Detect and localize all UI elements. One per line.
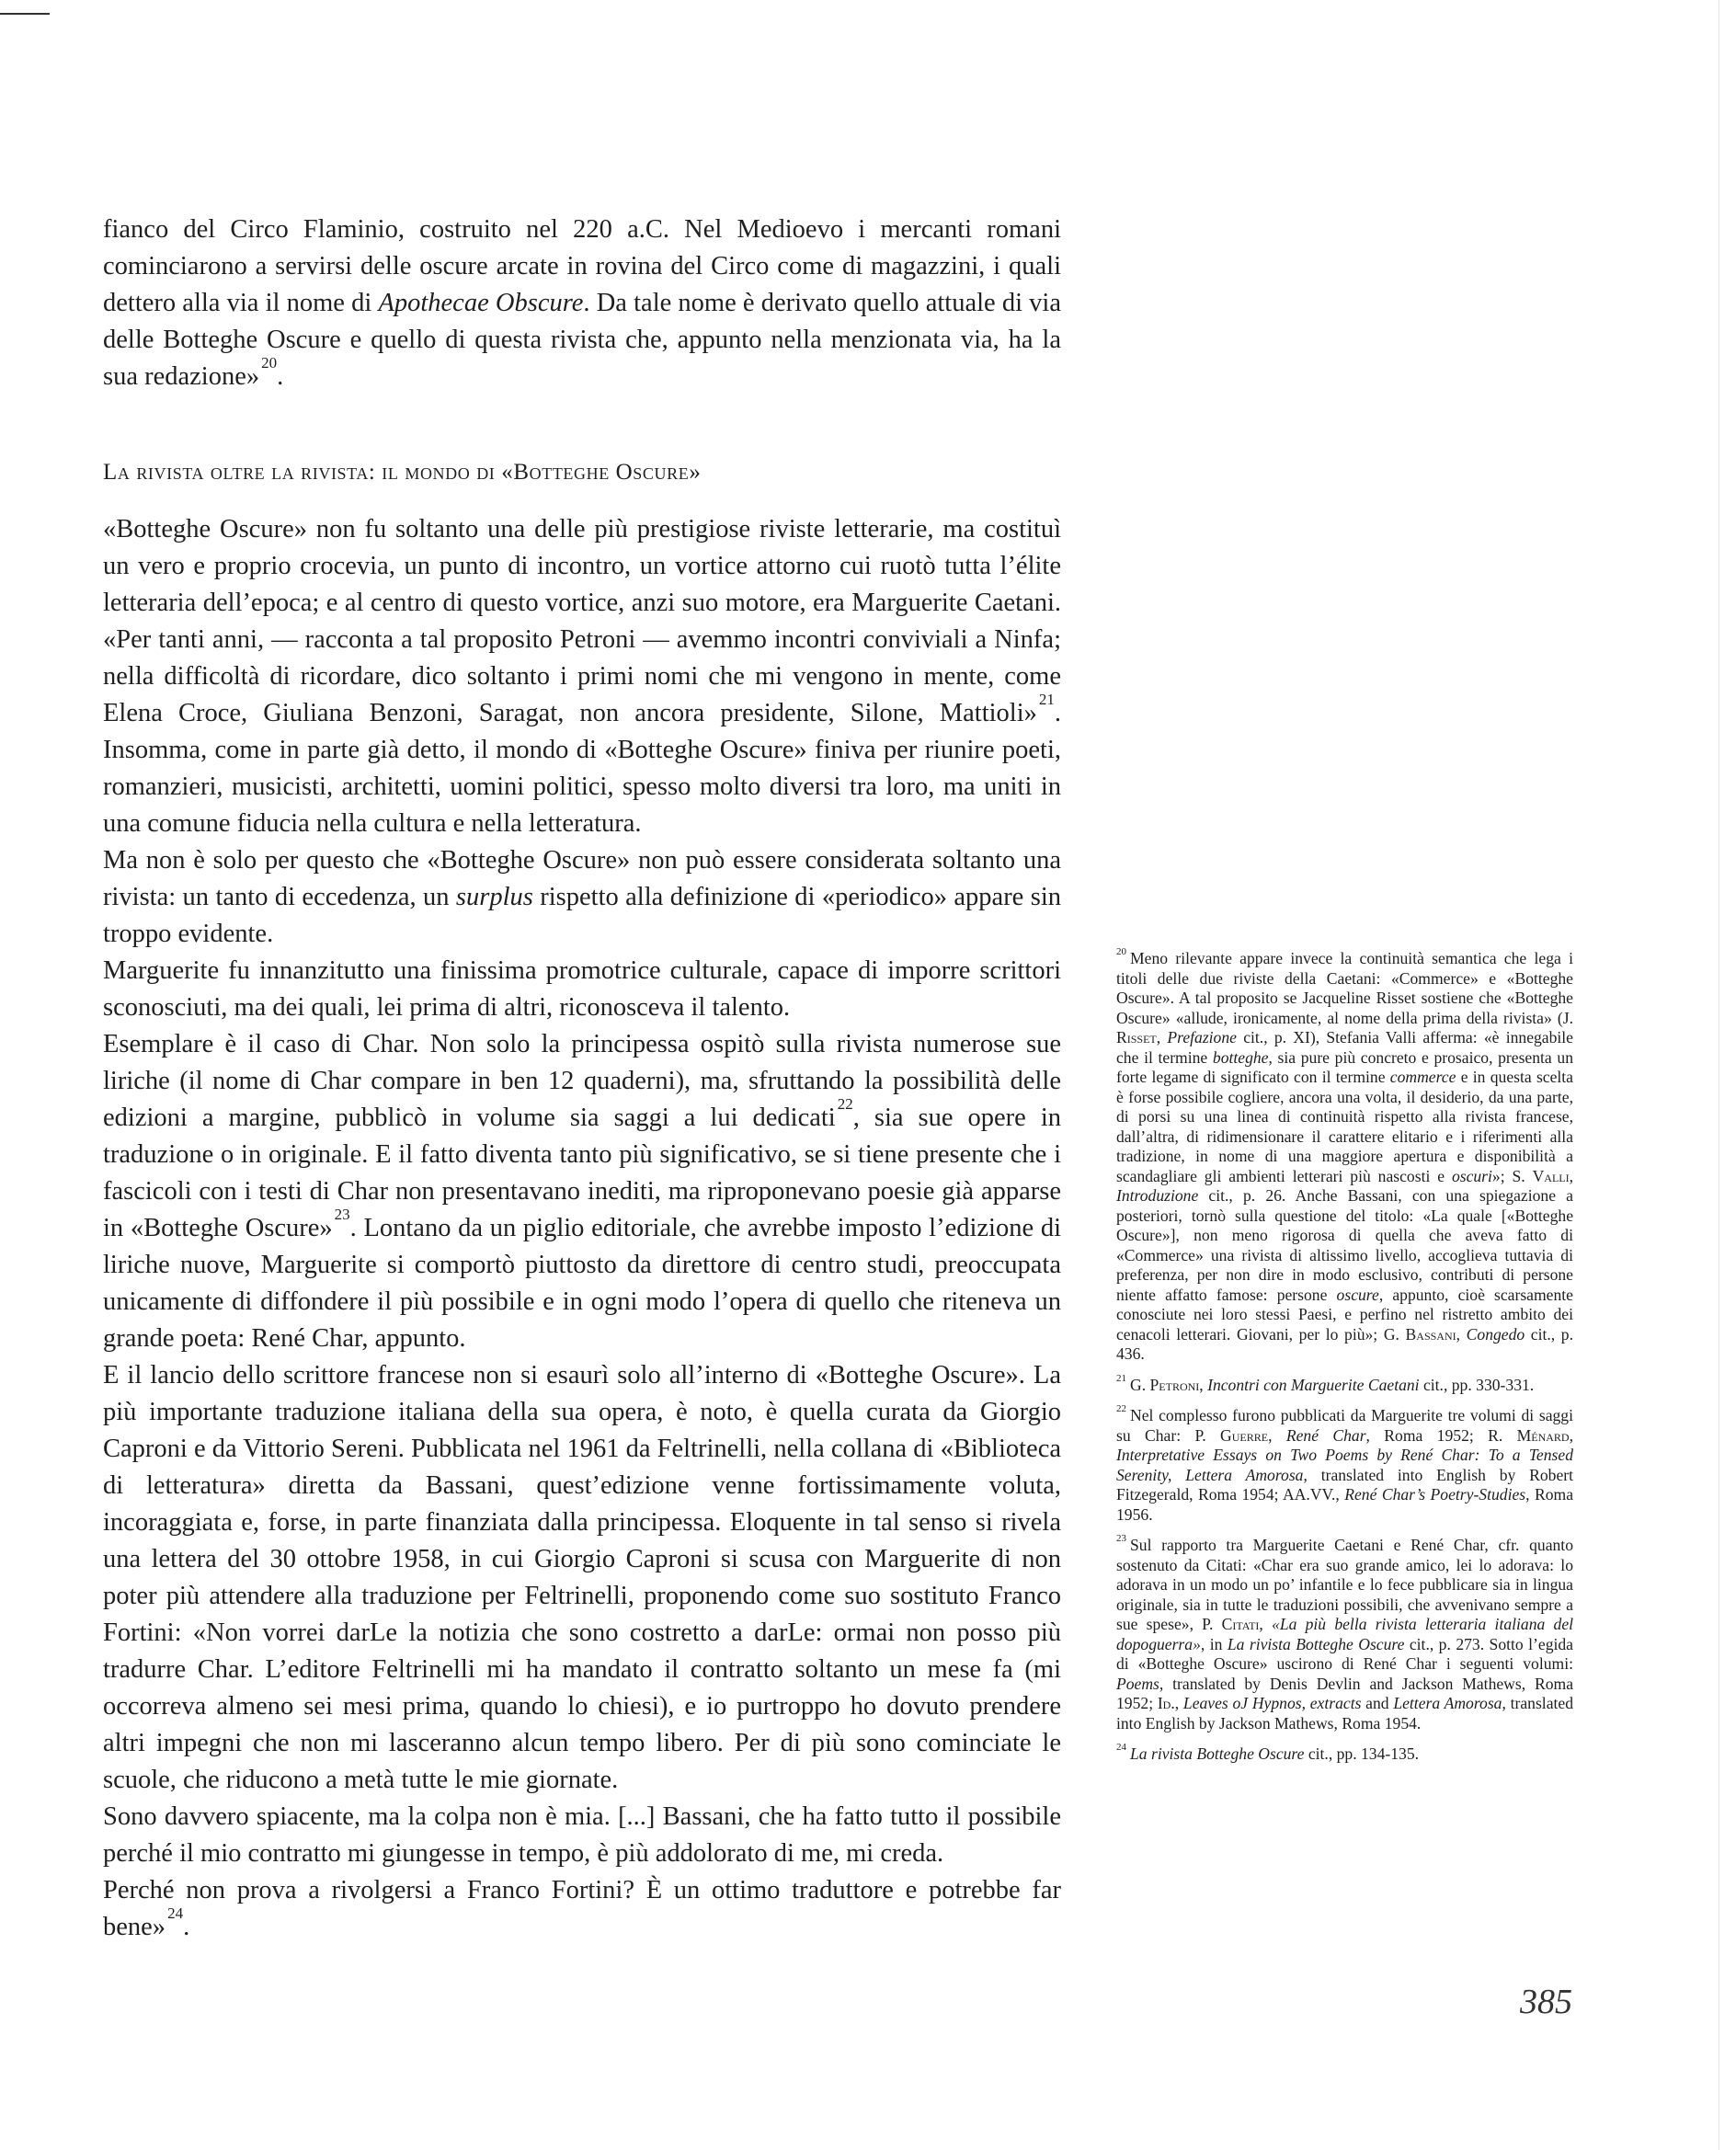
footnote-21: $^{21}$ G. Petroni, Incontri con Marguerite Caetani cit., pp. 330-331. xyxy=(1116,1372,1535,1394)
paragraph-5: E il lancio dello scrittore francese non si esaurì solo all’interno di «Botteghe Oscure». La più importante traduzione italiana della sua opera, è noto, è quella curata da Giorgio Caproni e da Vittorio Sereni. Pubblicata nel 1961 da Feltrinelli, nella collana di «Biblioteca di letteratura» diretta da Bassani, quest’edizione venne fortissimamente voluta, incoraggiata e, forse, in parte finanziata dalla principessa. Eloquente in tal senso si rivela una lettera del 30 ottobre 1958, in cui Giorgio Caproni si scusa con Marguerite di non poter più attendere alla traduzione per Feltrinelli, proponendo come suo sostituto Franco Fortini: «Non vorrei darLe la notizia che sono costretto a darLe: ormai non posso più tradurre Char. L’editore Feltrinelli mi ha mandato il contratto soltanto un mese fa (mi occorreva almeno sei mesi prima, quando lo chiesi), e io purtroppo ho dovuto prendere altri impegni che non mi lasceranno alcun tempo libero. Per di più sono cominciate le scuole, che riducono a metà tutte le mie giornate. xyxy=(103,1361,1061,1794)
footnote-ref-21[interactable]: 21 xyxy=(1038,691,1055,708)
section-heading: La rivista oltre la rivista: il mondo di «Botteghe Oscure» xyxy=(103,460,702,485)
paragraph-6: Sono davvero spiacente, ma la colpa non è mia. [...] Bassani, che ha fatto tutto il possibile perché il mio contratto mi giungesse in tempo, è più addolorato di me, mi creda. xyxy=(103,1802,1061,1868)
intro-paragraph: fianco del Circo Flaminio, costruito nel 220 a.C. Nel Medioevo i mercanti romani cominciarono a servirsi delle oscure arcate in rovina del Circo come di magazzini, i quali dettero alla via il nome di Apothecae Obscure. Da tale nome è derivato quello attuale di via delle Botteghe Oscure e quello di questa rivista che, appunto nella menzionata via, ha la sua redazione» $^{20}$. xyxy=(103,215,1061,391)
top-rule xyxy=(0,13,50,15)
footnote-ref-22[interactable]: 22 xyxy=(837,1095,853,1113)
paragraph-4: Esemplare è il caso di Char. Non solo la principessa ospitò sulla rivista numerose sue liriche (il nome di Char compare in ben 12 quaderni), ma, sfruttando la possibilità delle edizioni a margine, pubblicò in volume sia saggi a lui dedicati $^{22}$, sia sue opere in traduzione o in originale. E il fatto diventa tanto più significativo, se si tiene presente che i fascicoli con i testi di Char non presentavano inediti, ma riproponevano poesie già apparse in «Botteghe Oscure» $^{23}$. Lontano da un piglio editoriale, che avrebbe imposto l’edizione di liriche nuove, Marguerite si comportò piuttosto da direttore di centro studi, preoccupata unicamente di diffondere il più possibile e in ogni modo l’opera di quello che riteneva un grande poeta: René Char, appunto. xyxy=(103,1030,1062,1353)
footnote-23: $^{23}$ Sul rapporto tra Marguerite Caetani e René Char, cfr. quanto sostenuto da Citati: «Char era suo grande amico, lei lo adorava: lo adorava in un modo un po’ infantile e lo fece pubblicare sia in lingua originale, sia in tutte le traduzioni possibili, che avvenivano sempre a sue spese», P. Citati, «La più bella rivista letteraria italiana del dopoguerra», in La rivista Botteghe Oscure cit., p. 273. Sotto l’egida di «Botteghe Oscure» uscirono di René Char i seguenti volumi: Poems, translated by Denis Devlin and Jackson Mathews, Roma 1952; Id., Leaves oJ Hypnos, extracts and Lettera Amorosa, translated into English by Jackson Mathews, Roma 1954. xyxy=(1116,1533,1574,1733)
footnotes-column xyxy=(1116,946,1574,1776)
paragraph-1: «Botteghe Oscure» non fu soltanto una delle più prestigiose riviste letterarie, ma costituì un vero e proprio crocevia, un punto di incontro, un vortice attorno cui ruotò tutta l’élite letteraria dell’epoca; e al centro di questo vortice, anzi suo motore, era Marguerite Caetani. «Per tanti anni, — racconta a tal proposito Petroni — avemmo incontri conviviali a Ninfa; nella difficoltà di ricordare, dico soltanto i primi nomi che mi vengono in mente, come Elena Croce, Giuliana Benzoni, Saragat, non ancora presidente, Silone, Mattioli» $^{21}$. Insomma, come in parte già detto, il mondo di «Botteghe Oscure» finiva per riunire poeti, romanzieri, musicisti, architetti, uomini politici, spesso molto diversi tra loro, ma uniti in una comune fiducia nella cultura e nella letteratura. xyxy=(103,515,1061,838)
paragraph-7: Perché non prova a rivolgersi a Franco Fortini? È un ottimo traduttore e potrebbe far bene» $^{24}$. xyxy=(103,1876,1061,1941)
footnote-24: $^{24}$ La rivista Botteghe Oscure cit., pp. 134-135. xyxy=(1116,1742,1420,1763)
footnote-ref-23[interactable]: 23 xyxy=(334,1206,350,1223)
paragraph-3: Marguerite fu innanzitutto una finissima promotrice culturale, capace di imporre scrittori sconosciuti, ma dei quali, lei prima di altri, riconosceva il talento. xyxy=(103,956,1061,1022)
page-number: 385 xyxy=(1520,1983,1572,2021)
footnote-22: $^{22}$ Nel complesso furono pubblicati da Marguerite tre volumi di saggi su Char: P. Guerre, René Char, Roma 1952; R. Ménard, Interpretative Essays on Two Poems by René Char: To a Tensed Serenity, Lettera Amorosa, translated into English by Robert Fitzegerald, Roma 1954; AA.VV., René Char’s Poetry-Studies, Roma 1956. xyxy=(1116,1403,1574,1524)
paragraph-2: Ma non è solo per questo che «Botteghe Oscure» non può essere considerata soltanto una rivista: un tanto di eccedenza, un surplus rispetto alla definizione di «periodico» appare sin troppo evidente. xyxy=(103,846,1061,948)
footnote-ref-24[interactable]: 24 xyxy=(167,1904,184,1922)
footnote-20: $^{20}$ Meno rilevante appare invece la continuità semantica che lega i titoli delle due riviste della Caetani: «Commerce» e «Botteghe Oscure». A tal proposito se Jacqueline Risset sostiene che «Botteghe Oscure» «allude, ironicamente, al nome della prima della rivista» (J. Risset, Prefazione cit., p. XI), Stefania Valli afferma: «è innegabile che il termine botteghe, sia pure più concreto e prosaico, presenta un forte legame di significato con il termine commerce e in questa scelta è forse possibile cogliere, ancora una volta, il desiderio, da una parte, di porsi su una linea di continuità rispetto alla rivista francese, dall’altra, di ridimensionare il carattere elitario e i riferimenti alla tradizione, in nome di una maggiore apertura e disponibilità a scandagliare gli ambienti letterari più nascosti e oscuri»; S. Valli, Introduzione cit., p. 26. Anche Bassani, con una spiegazione a posteriori, tornò sulla questione del titolo: «La quale [«Botteghe Oscure»], non meno rigorosa di quella che aveva fatto di «Commerce» una rivista di altissimo livello, accoglieva tuttavia di preferenza, per non dire in modo esclusivo, contributi di persone niente affatto famose: persone oscure, appunto, cioè scarsamente conosciute nei loro stessi Paesi, e perfino nel ristretto ambito dei cenacoli letterari. Giovani, per lo più»; G. Bassani, Congedo cit., p. 436. xyxy=(1116,946,1574,1363)
footnote-ref-20[interactable]: 20 xyxy=(261,354,278,372)
body-text xyxy=(103,511,1061,1946)
